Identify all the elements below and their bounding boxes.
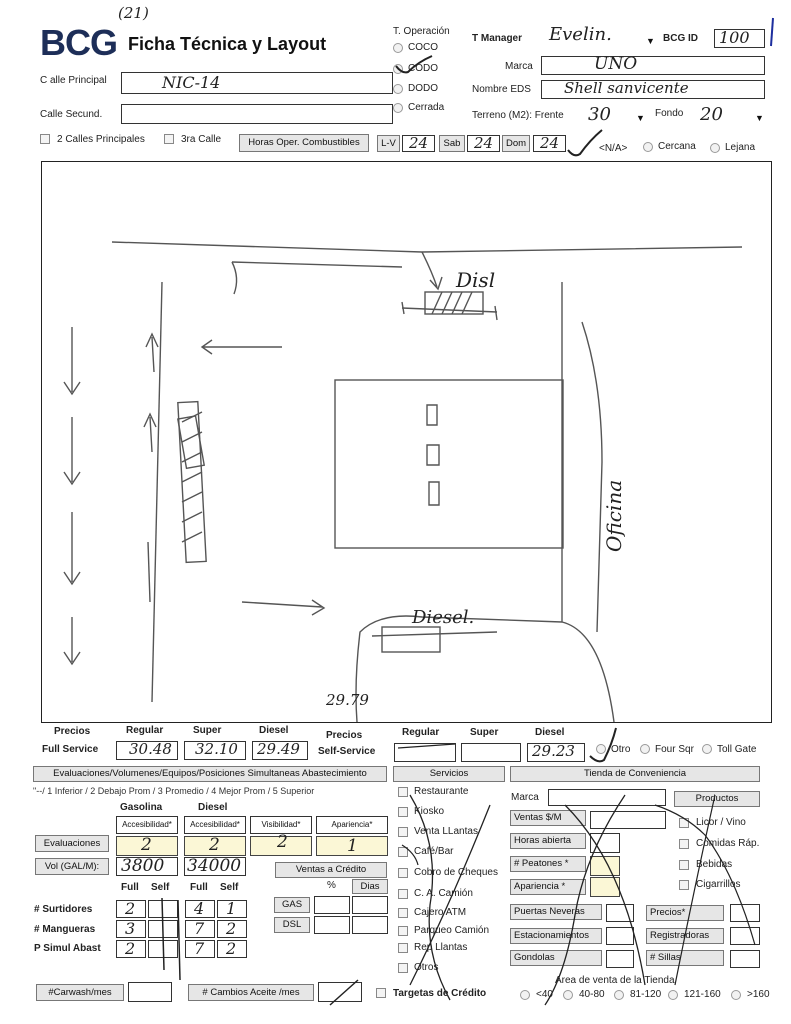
full-regular-value: 30.48 xyxy=(129,740,172,758)
tercera-calle-label: 3ra Calle xyxy=(181,134,222,145)
na-label: <N/A> xyxy=(599,143,628,154)
fondo-dropdown-icon[interactable]: ▼ xyxy=(755,113,764,123)
sketch-disl-label: Disl xyxy=(456,268,496,292)
sketch-oficina-label: Oficina xyxy=(602,479,626,552)
sketch-measure-label: 29.79 xyxy=(326,691,369,709)
frente-dropdown-icon[interactable]: ▼ xyxy=(636,113,645,123)
eval-value-2: 2 xyxy=(209,835,220,855)
ventas-label: Ventas $/M xyxy=(510,810,586,826)
nombre-eds-label: Nombre EDS xyxy=(472,84,531,95)
lejana-label: Lejana xyxy=(725,142,756,153)
producto-label-1: Licor / Vino xyxy=(696,817,746,828)
self-super-label: Super xyxy=(470,727,499,738)
sillas-label: # Sillas xyxy=(646,950,724,966)
layout-sketch-area[interactable] xyxy=(41,161,772,723)
self-dsl-header: Self xyxy=(220,882,239,893)
dos-calles-label: 2 Calles Principales xyxy=(57,134,145,145)
vol-gasolina-field[interactable] xyxy=(116,857,178,876)
tarjetas-label: Targetas de Crédito xyxy=(393,988,487,999)
self-gas-header: Self xyxy=(151,882,170,893)
simul-self-dsl-value: 2 xyxy=(226,939,237,958)
eval-field-1[interactable] xyxy=(116,836,178,856)
vol-diesel-value: 34000 xyxy=(187,856,242,876)
area-label-3: 81-120 xyxy=(630,989,662,1000)
col-accesibilidad-dsl: Accesibilidad* xyxy=(184,816,246,834)
precios-label: Precios xyxy=(54,726,91,737)
marca-label: Marca xyxy=(505,61,533,72)
op-coco-label: COCO xyxy=(408,42,438,53)
horas-label: Horas abierta xyxy=(510,833,586,849)
evaluaciones-marks xyxy=(0,880,400,1020)
op-dodo-label: DODO xyxy=(408,83,438,94)
producto-label-4: Cigarrillos xyxy=(696,879,741,890)
sab-label: Sab xyxy=(439,135,465,152)
vol-gasolina-value: 3800 xyxy=(121,856,165,876)
calle-principal-value: NIC-14 xyxy=(162,73,221,92)
calle-secund-label: Calle Secund. xyxy=(40,109,103,120)
cambios-label: # Cambios Aceite /mes xyxy=(188,984,314,1001)
dom-label: Dom xyxy=(502,135,530,152)
full-service-label: Full Service xyxy=(42,744,99,755)
full-gas-header: Full xyxy=(121,882,139,893)
lv-value: 24 xyxy=(409,134,429,152)
producto-label-2: Comidas Ráp. xyxy=(696,838,760,849)
mang-full-gas-value: 3 xyxy=(125,919,136,938)
surt-full-dsl-value: 4 xyxy=(194,899,205,918)
four-sqr-label: Four Sqr xyxy=(655,744,694,755)
servicio-label-9: Rep Llantas xyxy=(414,942,468,953)
dias-label: Dias xyxy=(352,879,388,894)
op-codo-label: CODO xyxy=(408,63,438,74)
sab-value: 24 xyxy=(474,134,494,152)
simul-label: P Simul Abast xyxy=(34,943,101,954)
eval-value-1: 2 xyxy=(141,835,152,855)
simul-full-gas-value: 2 xyxy=(125,939,136,958)
full-diesel-value: 29.49 xyxy=(257,740,300,758)
apariencia-label: Apariencia * xyxy=(510,879,586,895)
t-manager-dropdown-icon[interactable]: ▼ xyxy=(646,36,655,46)
vol-diesel-field[interactable] xyxy=(184,857,246,876)
evaluaciones-header-button[interactable]: Evaluaciones/Volumenes/Equipos/Posiciones Simultaneas Abastecimiento xyxy=(33,766,387,782)
pct-label: % xyxy=(327,880,336,891)
diesel-eval-label: Diesel xyxy=(198,802,228,813)
self-diesel-label: Diesel xyxy=(535,727,565,738)
servicio-label-1: Restaurante xyxy=(414,786,469,797)
gondolas-label: Gondolas xyxy=(510,950,602,966)
full-super-value: 32.10 xyxy=(195,740,238,758)
servicio-label-8: Parqueo Camión xyxy=(414,925,490,936)
surt-self-dsl-value: 1 xyxy=(226,899,237,918)
t-manager-value: Evelin. xyxy=(549,24,612,45)
t-operacion-label: T. Operación xyxy=(393,26,450,37)
carwash-label: #Carwash/mes xyxy=(36,984,124,1001)
servicios-marks xyxy=(370,785,510,1015)
vol-label: Vol (GAL/M): xyxy=(35,858,109,875)
terreno-label: Terreno (M2): Frente xyxy=(472,110,564,121)
producto-label-3: Bebidas xyxy=(696,859,733,870)
fondo-label: Fondo xyxy=(655,108,684,119)
bcg-id-value: 100 xyxy=(719,28,750,47)
frente-value: 30 xyxy=(588,104,611,125)
bcg-id-label: BCG ID xyxy=(663,33,698,44)
dsl-credito-label: DSL xyxy=(274,917,310,933)
otro-label: Otro xyxy=(611,744,631,755)
diesel-label: Diesel xyxy=(259,725,289,736)
area-label-4: 121-160 xyxy=(684,989,721,1000)
page-title: Ficha Técnica y Layout xyxy=(128,34,327,54)
col-apariencia: Apariencia* xyxy=(316,816,388,834)
cercana-label: Cercana xyxy=(658,141,696,152)
col-accesibilidad-gas: Accesibilidad* xyxy=(116,816,178,834)
scale-text: "--/ 1 Inferior / 2 Debajo Prom / 3 Promedio / 4 Mejor Prom / 5 Superior xyxy=(33,786,315,796)
area-label-2: 40-80 xyxy=(579,989,605,1000)
surt-full-gas-value: 2 xyxy=(125,899,136,918)
dom-value: 24 xyxy=(540,134,560,152)
servicios-header-button[interactable]: Servicios xyxy=(393,766,505,782)
header-marks xyxy=(0,0,791,170)
t-manager-label: T Manager xyxy=(472,33,523,44)
self-regular-label: Regular xyxy=(402,727,440,738)
bcg-logo: BCG xyxy=(40,22,117,63)
fondo-value: 20 xyxy=(700,104,723,125)
puertas-label: Puertas Neveras xyxy=(510,904,602,920)
super-label: Super xyxy=(193,725,222,736)
horas-oper-button[interactable]: Horas Oper. Combustibles xyxy=(239,134,369,152)
simul-full-dsl-value: 7 xyxy=(194,939,205,958)
self-service-label: Self-Service xyxy=(318,746,376,757)
self-precios-label: Precios xyxy=(326,730,363,741)
eval-value-4: 1 xyxy=(347,836,358,856)
calle-principal-label: C alle Principal xyxy=(40,75,107,86)
tienda-marca-label: Marca xyxy=(511,792,539,803)
marca-value: UNO xyxy=(594,54,638,74)
sketch-diesel-label: Diesel. xyxy=(412,607,475,628)
toll-gate-label: Toll Gate xyxy=(717,744,757,755)
peatones-label: # Peatones * xyxy=(510,856,586,872)
nombre-eds-value: Shell sanvicente xyxy=(564,79,689,97)
estacionamientos-label: Estacionamientos xyxy=(510,928,602,944)
op-cerrada-label: Cerrada xyxy=(408,102,445,113)
productos-button[interactable]: Productos xyxy=(674,791,760,807)
servicio-label-6: C. A. Camión xyxy=(414,888,473,899)
gas-credito-label: GAS xyxy=(274,897,310,913)
gasolina-label: Gasolina xyxy=(120,802,163,813)
self-diesel-value: 29.23 xyxy=(532,742,575,760)
servicio-label-2: Kiosko xyxy=(414,806,445,817)
col-visibilidad: Visibilidad* xyxy=(250,816,312,834)
full-dsl-header: Full xyxy=(190,882,208,893)
registradoras-label: Registradoras xyxy=(646,928,724,944)
mang-self-dsl-value: 2 xyxy=(226,919,237,938)
lv-label: L-V xyxy=(377,135,400,152)
tienda-marks xyxy=(505,785,775,1015)
mangueras-label: # Mangueras xyxy=(34,924,96,935)
surtidores-label: # Surtidores xyxy=(34,904,93,915)
regular-label: Regular xyxy=(126,725,164,736)
servicio-label-5: Cobro de Cheques xyxy=(414,867,498,878)
layout-sketch xyxy=(42,162,770,722)
eval-value-3: 2 xyxy=(277,832,288,852)
eval-field-3[interactable] xyxy=(250,832,312,856)
area-label: Area de venta de la Tienda xyxy=(555,975,675,986)
servicio-label-4: Café/Bar xyxy=(414,846,454,857)
servicio-label-3: Venta LLantas xyxy=(414,826,478,837)
servicio-label-7: Cajero ATM xyxy=(414,907,467,918)
eval-field-2[interactable] xyxy=(184,836,246,856)
sheet-number: (21) xyxy=(118,4,149,22)
precios-tienda-label: Precios* xyxy=(646,905,724,921)
tienda-header-button[interactable]: Tienda de Conveniencia xyxy=(510,766,760,782)
ventas-credito-button[interactable]: Ventas a Crédito xyxy=(275,862,387,878)
servicio-label-10: Otros xyxy=(414,962,439,973)
area-label-1: <40 xyxy=(536,989,553,1000)
evaluaciones-label: Evaluaciones xyxy=(35,835,109,852)
area-label-5: >160 xyxy=(747,989,770,1000)
mang-full-dsl-value: 7 xyxy=(194,919,205,938)
